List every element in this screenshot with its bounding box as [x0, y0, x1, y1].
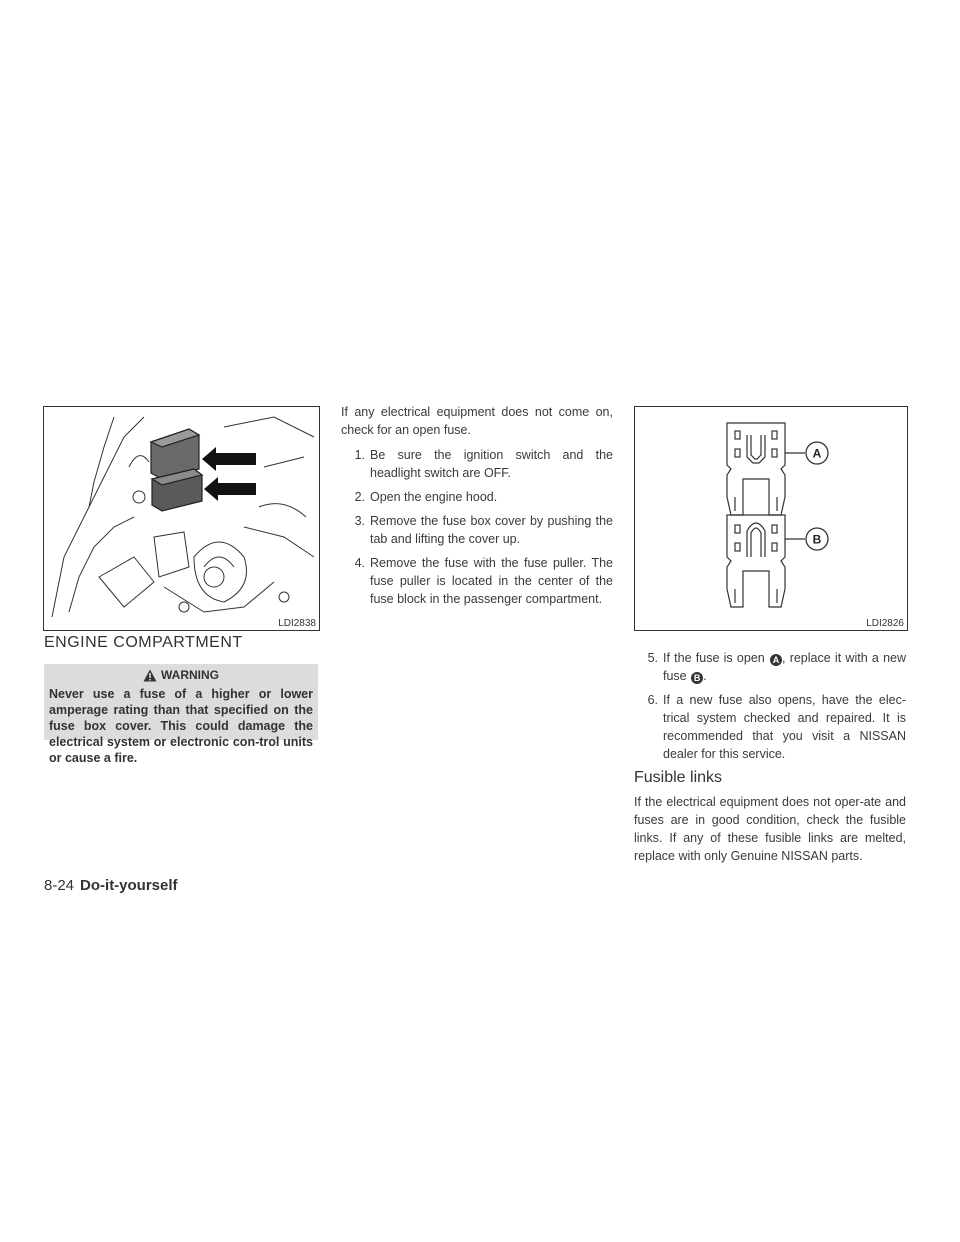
arrow-icon — [202, 447, 256, 501]
callout-b-marker: B — [691, 672, 703, 684]
good-fuse-a — [727, 423, 785, 515]
callout-a-marker: A — [770, 654, 782, 666]
figure-code: LDI2838 — [278, 618, 316, 629]
section-title: ENGINE COMPARTMENT — [44, 634, 243, 651]
engine-compartment-figure — [43, 406, 320, 631]
intro-paragraph: If any electrical equipment does not come on, check for an open fuse. — [341, 405, 613, 437]
callout-b: B — [812, 532, 822, 547]
list-item: 1. Be sure the ignition switch and the headlight switch are OFF. — [354, 448, 613, 480]
list-item: 3. Remove the fuse box cover by pushing the tab and lifting the cover up. — [354, 514, 613, 546]
page-number: 8-24 — [44, 877, 75, 894]
fuse-replace-instructions — [634, 649, 906, 865]
steps-list — [341, 446, 613, 608]
warning-text: Never use a fuse of a higher or lower amperage rating than that specified on the fuse box cover. This could damage the electrical system or electronic con-trol units or cause a fire. — [49, 687, 313, 765]
list-item: 6. If a new fuse also opens, have the elec-trical system checked and repaired. It is recommended that you visit a NISSAN dealer for this service. — [647, 693, 906, 761]
warning-heading: WARNING — [161, 668, 219, 682]
warning-icon — [143, 669, 157, 682]
list-item: 4. Remove the fuse with the fuse puller. The fuse puller is located in the center of the fuse block in the passenger compartment. — [354, 556, 613, 606]
list-item: 5. If the fuse is open A , replace it with a new fuse B . — [647, 651, 906, 683]
warning-header — [44, 664, 318, 686]
steps-list-continued — [634, 649, 906, 763]
fusible-links-paragraph: If the electrical equipment does not oper-ate and fuses are in good condition, check the fusible links. If any of these fusible links are melted, replace with only Genuine NISSAN parts. — [634, 795, 906, 863]
engine-compartment-illustration — [44, 407, 319, 630]
chapter-title: Do-it-yourself — [80, 877, 178, 894]
subheading-fusible-links: Fusible links — [634, 769, 723, 786]
fuse-check-instructions — [341, 403, 613, 614]
fuse-figure — [634, 406, 908, 631]
open-fuse-b — [727, 515, 785, 607]
fuse-illustration — [635, 407, 907, 630]
warning-box — [44, 664, 318, 765]
figure-code: LDI2826 — [866, 618, 904, 629]
callout-a: A — [812, 446, 822, 461]
list-item: 2. Open the engine hood. — [354, 490, 498, 504]
page-footer — [44, 877, 178, 894]
